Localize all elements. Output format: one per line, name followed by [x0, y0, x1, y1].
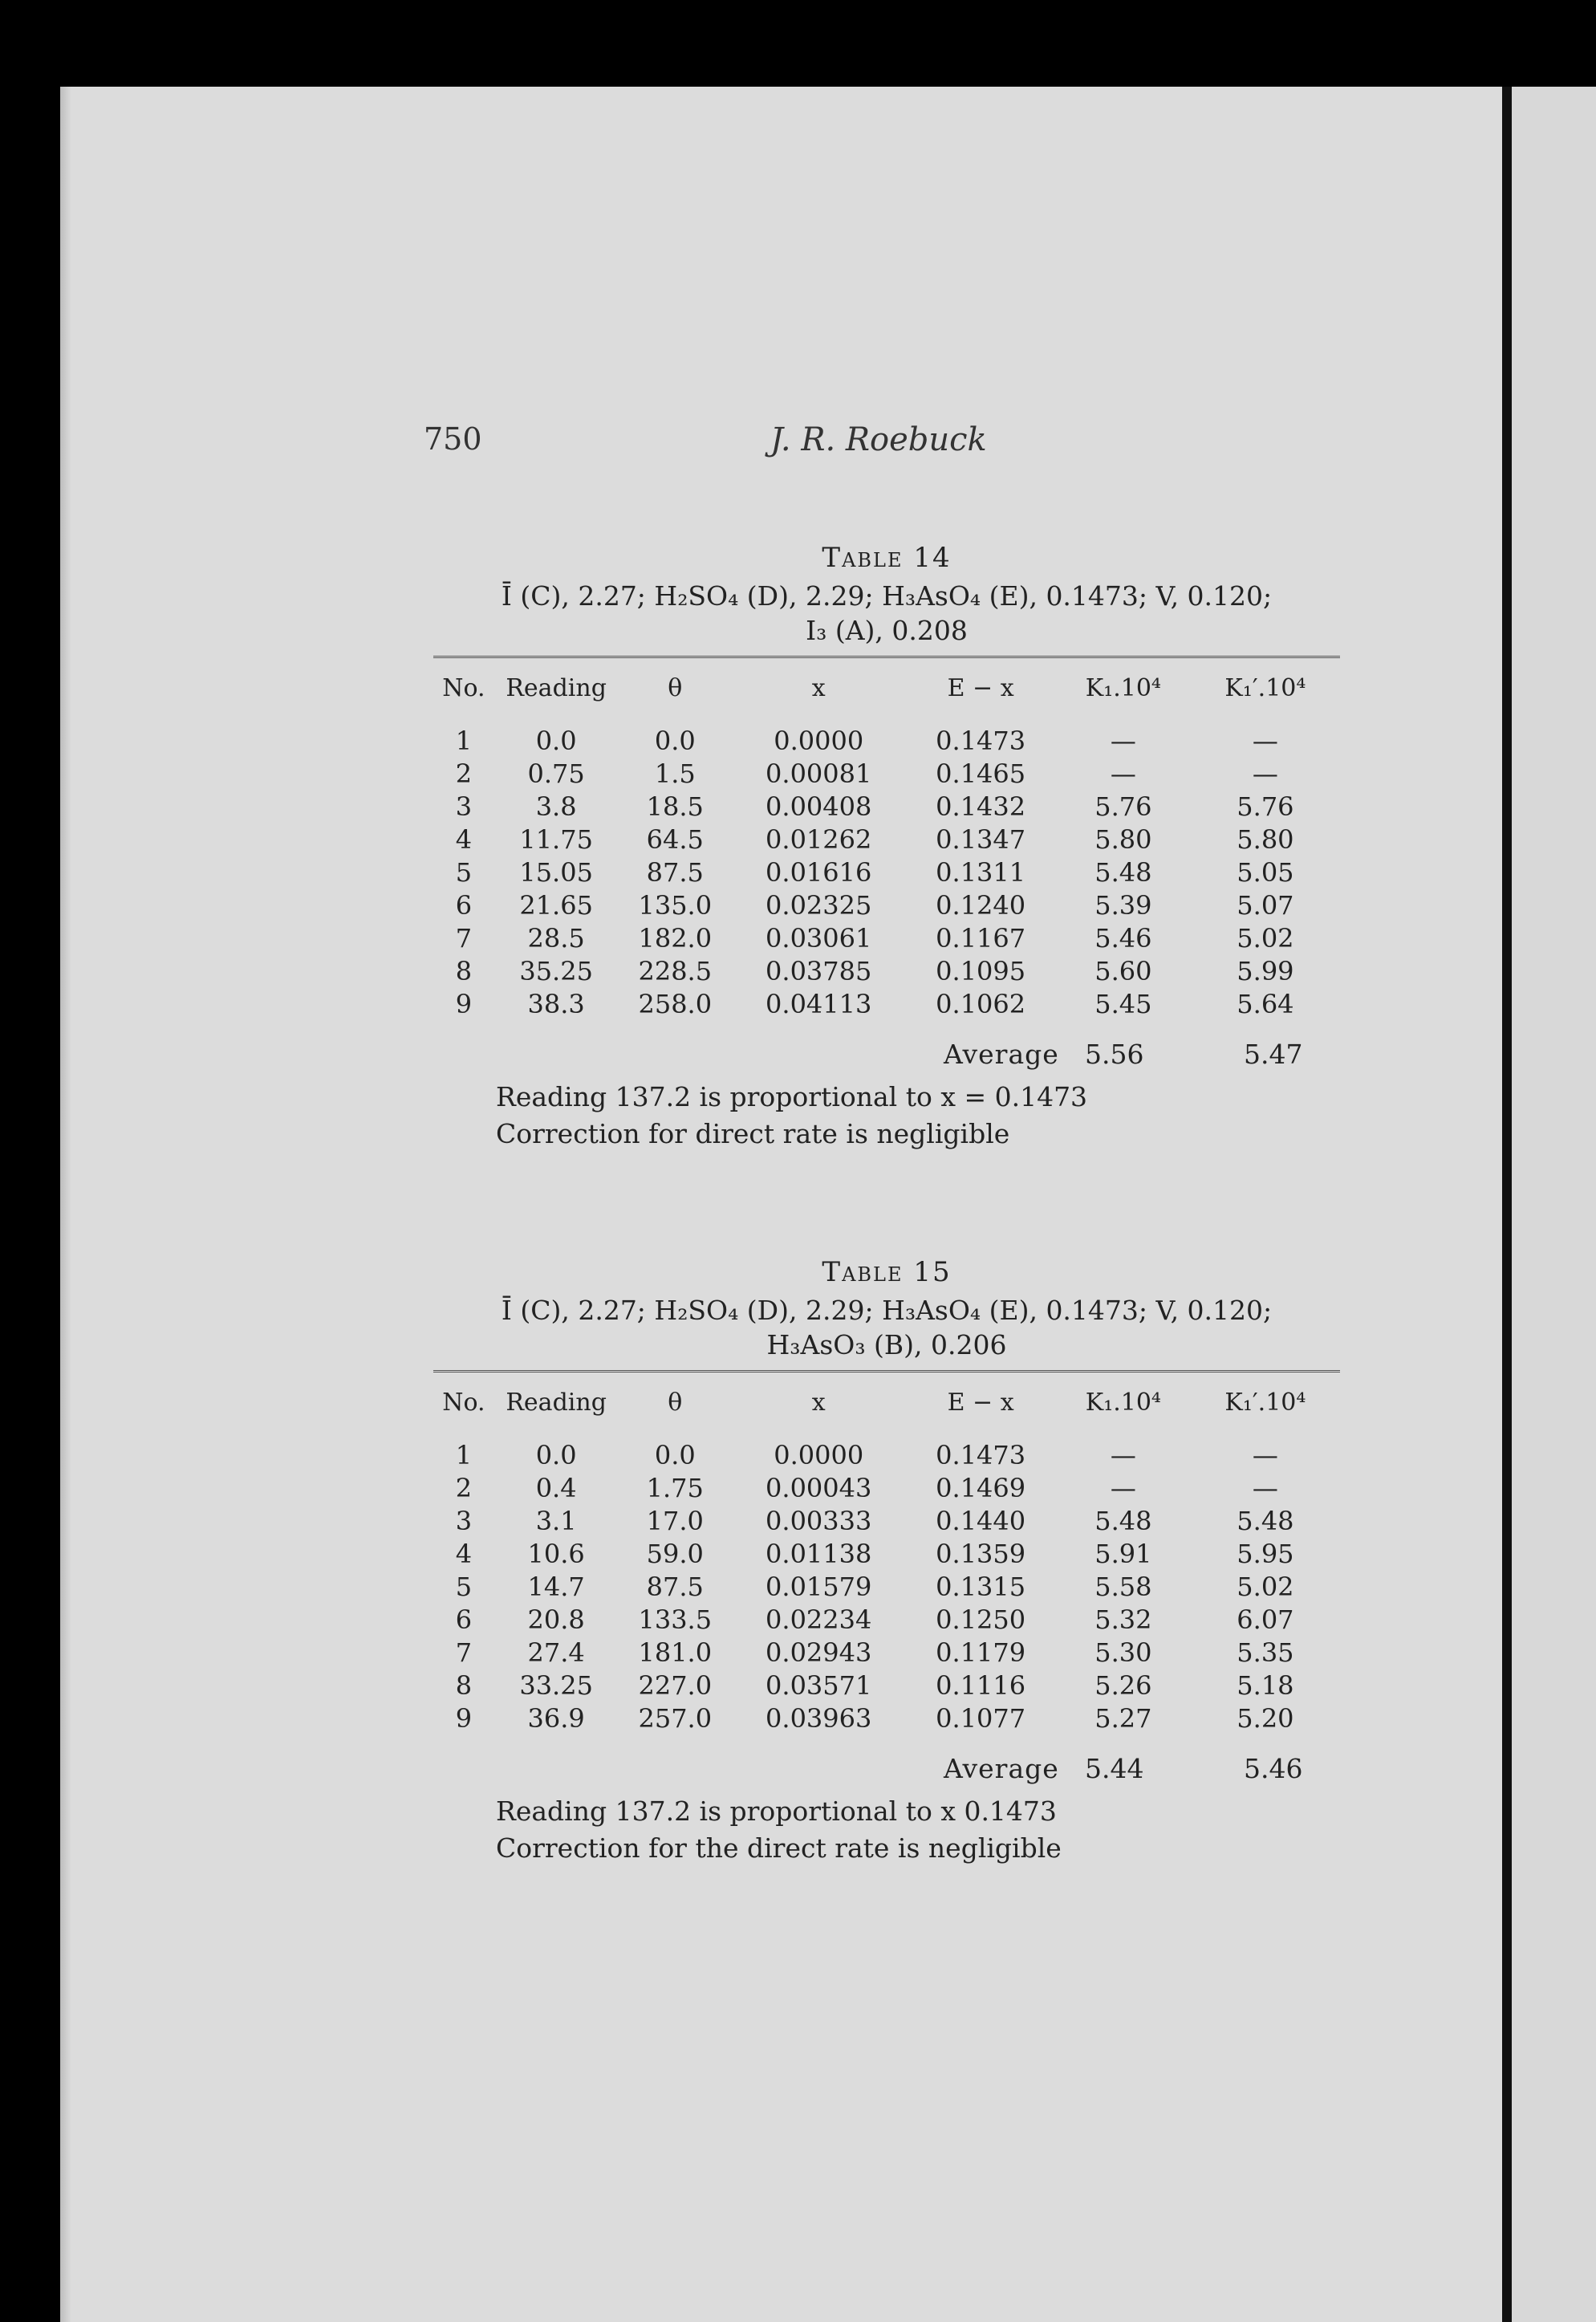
table-conditions-2: H₃AsO₃ (B), 0.206 [766, 1329, 1007, 1360]
table-row [433, 856, 1340, 889]
table-cell: 5.26 [1094, 1670, 1152, 1701]
table-cell: 5.32 [1094, 1604, 1152, 1635]
page-header [0, 421, 1596, 470]
table-row [433, 922, 1340, 955]
table-cell: 8 [455, 1670, 473, 1701]
header-row [433, 1384, 1340, 1439]
table-cell: 1 [455, 1440, 473, 1470]
table-cell: 5.02 [1237, 923, 1294, 954]
column-header: Reading [506, 1389, 607, 1417]
table-cell: 5.18 [1237, 1670, 1294, 1701]
table-row [433, 988, 1340, 1021]
table-cell: 182.0 [638, 923, 713, 954]
table-cell: 0.02325 [766, 890, 872, 921]
average-k1-prime: 5.46 [1244, 1753, 1303, 1784]
table-note: Reading 137.2 is proportional to x 0.1473 [496, 1795, 1057, 1827]
table-cell: 0.4 [535, 1473, 577, 1503]
average-row [433, 1039, 1340, 1079]
table-cell: 3 [455, 791, 473, 822]
table-cell: — [1252, 1473, 1278, 1503]
table-row [433, 823, 1340, 856]
table-cell: 5.48 [1094, 857, 1152, 888]
table-cell: — [1110, 726, 1136, 756]
table-cell: 5.45 [1094, 989, 1152, 1019]
table-cell: 0.00408 [766, 791, 872, 822]
table-cell: — [1252, 726, 1278, 756]
column-header: x [811, 1389, 826, 1417]
table-row [433, 1604, 1340, 1637]
table-cell: 0.0000 [774, 726, 864, 756]
table-cell: 0.75 [527, 758, 585, 789]
table-cell: 0.1440 [936, 1506, 1026, 1536]
table-row [433, 889, 1340, 922]
table-cell: 5.07 [1237, 890, 1294, 921]
table-cell: 5.91 [1094, 1539, 1152, 1569]
table-cell: 133.5 [638, 1604, 713, 1635]
table-cell: — [1110, 1473, 1136, 1503]
table-cell: 14.7 [527, 1572, 585, 1602]
table-cell: 5.30 [1094, 1637, 1152, 1668]
table-body [433, 1439, 1340, 1735]
table-cell: 135.0 [638, 890, 713, 921]
table-cell: 3.8 [535, 791, 577, 822]
table-row [433, 1472, 1340, 1505]
table-cell: 0.1116 [936, 1670, 1026, 1701]
data-table [433, 669, 1340, 1021]
table-cell: 9 [455, 1703, 473, 1734]
table-body [433, 725, 1340, 1021]
table-cell: 0.03061 [766, 923, 872, 954]
table-cell: 0.0 [654, 1440, 696, 1470]
table-cell: 5.35 [1237, 1637, 1294, 1668]
table-cell: 0.03785 [766, 956, 872, 986]
table-cell: 5.27 [1094, 1703, 1152, 1734]
table-cell: 7 [455, 923, 473, 954]
table-cell: 228.5 [638, 956, 713, 986]
table-cell: 5.64 [1237, 989, 1294, 1019]
table-row [433, 1637, 1340, 1669]
table-cell: 5.76 [1094, 791, 1152, 822]
table-cell: 3.1 [535, 1506, 577, 1536]
table-row [433, 758, 1340, 791]
table-cell: 0.1311 [936, 857, 1026, 888]
table-cell: 0.00043 [766, 1473, 872, 1503]
table-cell: 0.1167 [936, 923, 1026, 954]
table-cell: 257.0 [638, 1703, 713, 1734]
table-cell: 5.05 [1237, 857, 1294, 888]
table-cell: 11.75 [519, 824, 593, 855]
table-cell: 0.03963 [766, 1703, 872, 1734]
table-cell: 0.00333 [766, 1506, 872, 1536]
table-conditions-2: I₃ (A), 0.208 [806, 615, 968, 646]
page-number: 750 [424, 421, 482, 457]
table-cell: 10.6 [527, 1539, 585, 1569]
table-cell: 5.60 [1094, 956, 1152, 986]
table-cell: 0.1095 [936, 956, 1026, 986]
average-label: Average [944, 1753, 1059, 1784]
table-cell: 64.5 [646, 824, 704, 855]
table-cell: 5.39 [1094, 890, 1152, 921]
table-cell: 0.1432 [936, 791, 1026, 822]
table-cell: 0.0000 [774, 1440, 864, 1470]
table-cell: 15.05 [519, 857, 593, 888]
table-cell: 1.75 [646, 1473, 704, 1503]
table-title: Table 15 [822, 1256, 952, 1288]
table-cell: 0.1347 [936, 824, 1026, 855]
average-k1-prime: 5.47 [1244, 1039, 1303, 1070]
table-cell: 0.00081 [766, 758, 872, 789]
table-cell: 0.01579 [766, 1572, 872, 1602]
table-cell: 0.01616 [766, 857, 872, 888]
table-cell: 0.0 [654, 726, 696, 756]
average-k1: 5.56 [1085, 1039, 1144, 1070]
average-label: Average [944, 1039, 1059, 1070]
table-cell: 5.80 [1237, 824, 1294, 855]
table-cell: 33.25 [519, 1670, 593, 1701]
table-cell: 6 [455, 890, 473, 921]
table-cell: 0.1473 [936, 726, 1026, 756]
table-cell: 1 [455, 726, 473, 756]
column-header: K₁.10⁴ [1085, 674, 1161, 702]
table-cell: 5.20 [1237, 1703, 1294, 1734]
table-cell: 5.58 [1094, 1572, 1152, 1602]
column-header: No. [442, 1389, 485, 1417]
table-cell: 5.46 [1094, 923, 1152, 954]
table-cell: 28.5 [527, 923, 585, 954]
table-rule [433, 656, 1340, 658]
table-cell: 3 [455, 1506, 473, 1536]
table-cell: 5.48 [1094, 1506, 1152, 1536]
table-cell: 5 [455, 1572, 473, 1602]
table-cell: 1.5 [654, 758, 696, 789]
table-row [433, 1505, 1340, 1538]
table-cell: — [1252, 758, 1278, 789]
data-table [433, 1384, 1340, 1735]
table-row [433, 1538, 1340, 1571]
table-cell: 5.99 [1237, 956, 1294, 986]
table-cell: 2 [455, 1473, 473, 1503]
table-note-2: Correction for direct rate is negligible [496, 1118, 1010, 1149]
table-cell: 0.0 [535, 726, 577, 756]
table-cell: 4 [455, 824, 473, 855]
average-k1: 5.44 [1085, 1753, 1144, 1784]
table-cell: 4 [455, 1539, 473, 1569]
table-cell: 36.9 [527, 1703, 585, 1734]
table-cell: 9 [455, 989, 473, 1019]
table-cell: 0.1473 [936, 1440, 1026, 1470]
table-conditions: Ī (C), 2.27; H₂SO₄ (D), 2.29; H₃AsO₄ (E), 0.1473; V, 0.120; [501, 580, 1273, 612]
table-cell: 0.1240 [936, 890, 1026, 921]
table-cell: 181.0 [638, 1637, 713, 1668]
table-note-2: Correction for the direct rate is negligible [496, 1832, 1062, 1864]
table-cell: 227.0 [638, 1670, 713, 1701]
table-cell: 8 [455, 956, 473, 986]
running-head: J. R. Roebuck [770, 421, 987, 458]
table-row [433, 1439, 1340, 1472]
column-header: No. [442, 674, 485, 702]
table-cell: 21.65 [519, 890, 593, 921]
table-cell: 258.0 [638, 989, 713, 1019]
column-header: x [811, 674, 826, 702]
table-cell: 27.4 [527, 1637, 585, 1668]
table-cell: 0.1469 [936, 1473, 1026, 1503]
column-header: E − x [947, 674, 1014, 702]
table-cell: 18.5 [646, 791, 704, 822]
table-conditions: Ī (C), 2.27; H₂SO₄ (D), 2.29; H₃AsO₄ (E), 0.1473; V, 0.120; [501, 1295, 1273, 1326]
table-cell: 5.48 [1237, 1506, 1294, 1536]
table-cell: 20.8 [527, 1604, 585, 1635]
table-cell: 0.1179 [936, 1637, 1026, 1668]
table-row [433, 955, 1340, 988]
table-cell: 0.1250 [936, 1604, 1026, 1635]
table-rule [433, 1370, 1340, 1372]
table-cell: — [1110, 758, 1136, 789]
table-cell: 59.0 [646, 1539, 704, 1569]
table-cell: 35.25 [519, 956, 593, 986]
column-header: K₁′.10⁴ [1224, 674, 1306, 702]
table-cell: 0.02943 [766, 1637, 872, 1668]
table-cell: 5.80 [1094, 824, 1152, 855]
table-cell: 0.02234 [766, 1604, 872, 1635]
table-row [433, 791, 1340, 823]
table-cell: 17.0 [646, 1506, 704, 1536]
table-cell: 5.76 [1237, 791, 1294, 822]
column-header: E − x [947, 1389, 1014, 1417]
table-cell: 0.1062 [936, 989, 1026, 1019]
table-cell: 6 [455, 1604, 473, 1635]
table-cell: 0.01262 [766, 824, 872, 855]
table-note: Reading 137.2 is proportional to x = 0.1473 [496, 1081, 1088, 1112]
column-header: θ [668, 674, 683, 702]
table-cell: 5.95 [1237, 1539, 1294, 1569]
average-row [433, 1753, 1340, 1793]
table-cell: 0.03571 [766, 1670, 872, 1701]
table-cell: 0.1359 [936, 1539, 1026, 1569]
table-15 [433, 1256, 1340, 1867]
table-row [433, 1669, 1340, 1702]
table-cell: 87.5 [646, 857, 704, 888]
table-cell: 0.1077 [936, 1703, 1026, 1734]
header-row [433, 669, 1340, 725]
table-cell: 0.1315 [936, 1572, 1026, 1602]
table-cell: 0.0 [535, 1440, 577, 1470]
table-cell: 5 [455, 857, 473, 888]
table-cell: 87.5 [646, 1572, 704, 1602]
table-row [433, 1702, 1340, 1735]
column-header: Reading [506, 674, 607, 702]
table-title: Table 14 [822, 542, 952, 574]
table-14 [433, 542, 1340, 1153]
column-header: θ [668, 1389, 683, 1417]
column-header: K₁.10⁴ [1085, 1389, 1161, 1417]
table-cell: — [1252, 1440, 1278, 1470]
table-cell: 38.3 [527, 989, 585, 1019]
table-cell: 0.1465 [936, 758, 1026, 789]
column-header: K₁′.10⁴ [1224, 1389, 1306, 1417]
table-cell: 2 [455, 758, 473, 789]
table-cell: — [1110, 1440, 1136, 1470]
table-cell: 5.02 [1237, 1572, 1294, 1602]
table-cell: 6.07 [1237, 1604, 1294, 1635]
table-cell: 0.04113 [766, 989, 872, 1019]
table-cell: 0.01138 [766, 1539, 872, 1569]
table-row [433, 725, 1340, 758]
table-row [433, 1571, 1340, 1604]
table-cell: 7 [455, 1637, 473, 1668]
